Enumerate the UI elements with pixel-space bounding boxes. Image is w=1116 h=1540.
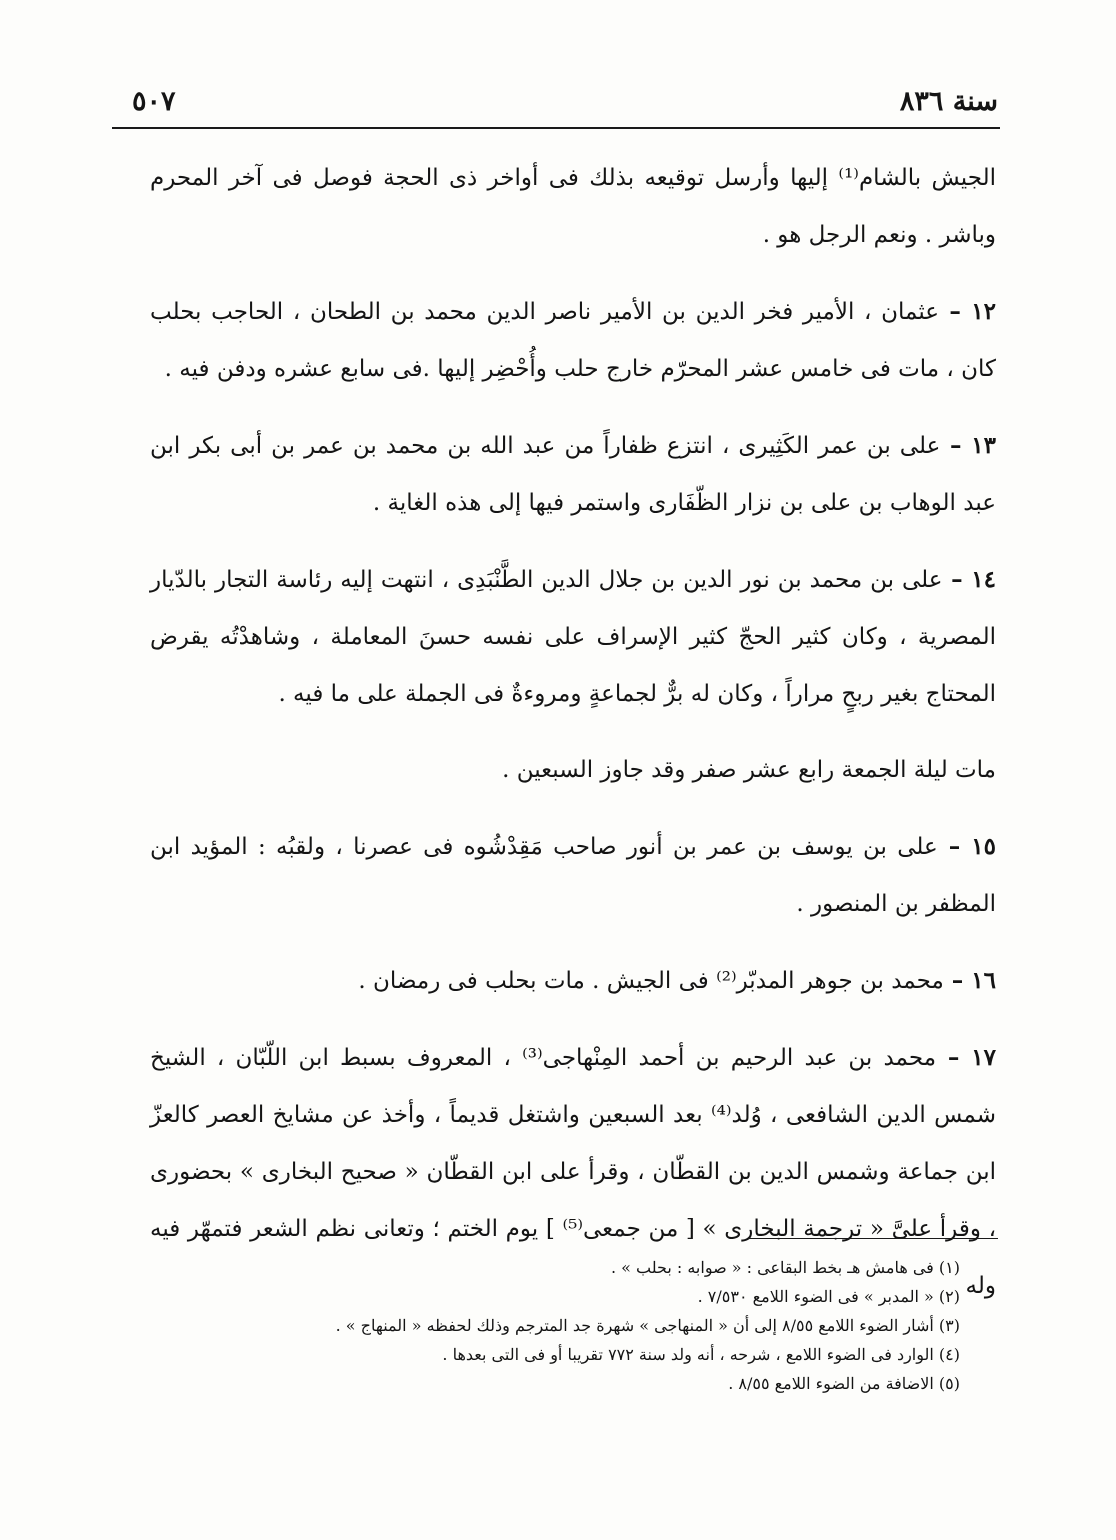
- page-header: [118, 82, 1000, 126]
- entry-text: على بن يوسف بن عمر بن أنور صاحب مَقِدْشُوه فى عصرنا ، ولقبُه : المؤيد ابن المظفر بن المنصور .: [150, 834, 996, 917]
- paragraph-text: الجيش بالشام⁽¹⁾ إليها وأرسل توقيعه بذلك فى أواخر ذى الحجة فوصل فى آخر المحرم وباشر . ونعم الرجل هو .: [150, 165, 996, 248]
- entry-text: عثمان ، الأمير فخر الدين بن الأمير ناصر الدين محمد بن الطحان ، الحاجب بحلب كان ، مات فى خامس عشر المحرّم خارج حلب وأُحْضِر إليها .فى سابع عشره ودفن فيه .: [150, 299, 996, 382]
- paragraph-continuation: [150, 150, 996, 264]
- entry-text: محمد بن عبد الرحيم بن أحمد المِنْهاجى⁽³⁾ ، المعروف بسبط ابن اللّبّان ، الشيخ شمس الدين الشافعى ، وُلد⁽⁴⁾ بعد السبعين واشتغل قديماً ، وأخذ عن مشايخ العصر كالعزّ ابن جماعة وشمس الدين بن القطّان ، وقرأ على ابن القطّان « صحيح البخارى » بحضورى ، وقرأ علىَّ « ترجمة البخارى » [ من جمعى⁽⁵⁾ ] يوم الختم ؛ وتعانى نظم الشعر فتمهّر فيه وله: [150, 1045, 997, 1299]
- entry-number: ١٢ –: [939, 298, 996, 325]
- entry-number: ١٧ –: [936, 1044, 996, 1071]
- footnote-rule: [748, 1238, 998, 1239]
- entry-number: ١٥ –: [937, 833, 996, 860]
- footnote-3: (٣) أشار الضوء اللامع ٨/٥٥ إلى أن « المنهاجى » شهرة جد المترجم وذلك لحفظه « المنهاج » .: [335, 1316, 960, 1335]
- paragraph-text: مات ليلة الجمعة رابع عشر صفر وقد جاوز السبعين .: [502, 757, 996, 783]
- entry-15: [150, 818, 996, 933]
- entry-text: محمد بن جوهر المدبّر⁽²⁾ فى الجيش . مات بحلب فى رمضان .: [358, 968, 944, 994]
- running-head-year: سنة ٨٣٦: [899, 86, 998, 117]
- entry-16: [150, 952, 996, 1010]
- footnote-5: (٥) الاضافة من الضوء اللامع ٨/٥٥ .: [728, 1374, 960, 1393]
- page-number: ٥٠٧: [132, 86, 176, 117]
- entry-number: ١٣ –: [940, 432, 997, 459]
- header-rule: [112, 127, 1000, 129]
- entry-number: ١٤ –: [942, 566, 996, 593]
- entry-13: [150, 417, 996, 532]
- entry-text: على بن محمد بن نور الدين بن جلال الدين الطَّنْبَدِى ، انتهت إليه رئاسة التجار بالدّيار المصرية ، وكان كثير الحجّ كثير الإسراف على نفسه حسنَ المعاملة ، وشاهدْتُه يقرض المحتاج بغير ربحٍ مراراً ، وكان له برٌّ لجماعةٍ ومروءةٌ فى الجملة على ما فيه .: [150, 567, 996, 707]
- entry-12: [150, 283, 996, 398]
- entry-14-death: [150, 742, 996, 799]
- entry-number: ١٦ –: [943, 967, 996, 994]
- main-text: [150, 150, 996, 1315]
- footnote-2: (٢) « المدبر » فى الضوء اللامع ٧/٥٣٠ .: [697, 1287, 960, 1306]
- footnote-4: (٤) الوارد فى الضوء اللامع ، شرحه ، أنه ولد سنة ٧٧٢ تقريبا أو فى التى بعدها .: [442, 1345, 960, 1364]
- entry-text: على بن عمر الكَثِيرى ، انتزع ظفاراً من عبد الله بن محمد بن عمر بن أبى بكر ابن عبد الوهاب بن على بن نزار الظّفَارى واستمر فيها إلى هذه الغاية .: [150, 433, 996, 516]
- entry-14: [150, 551, 996, 723]
- footnote-1: (١) فى هامش هـ بخط البقاعى : « صوابه : بحلب » .: [610, 1258, 960, 1277]
- footnotes: [260, 1253, 960, 1398]
